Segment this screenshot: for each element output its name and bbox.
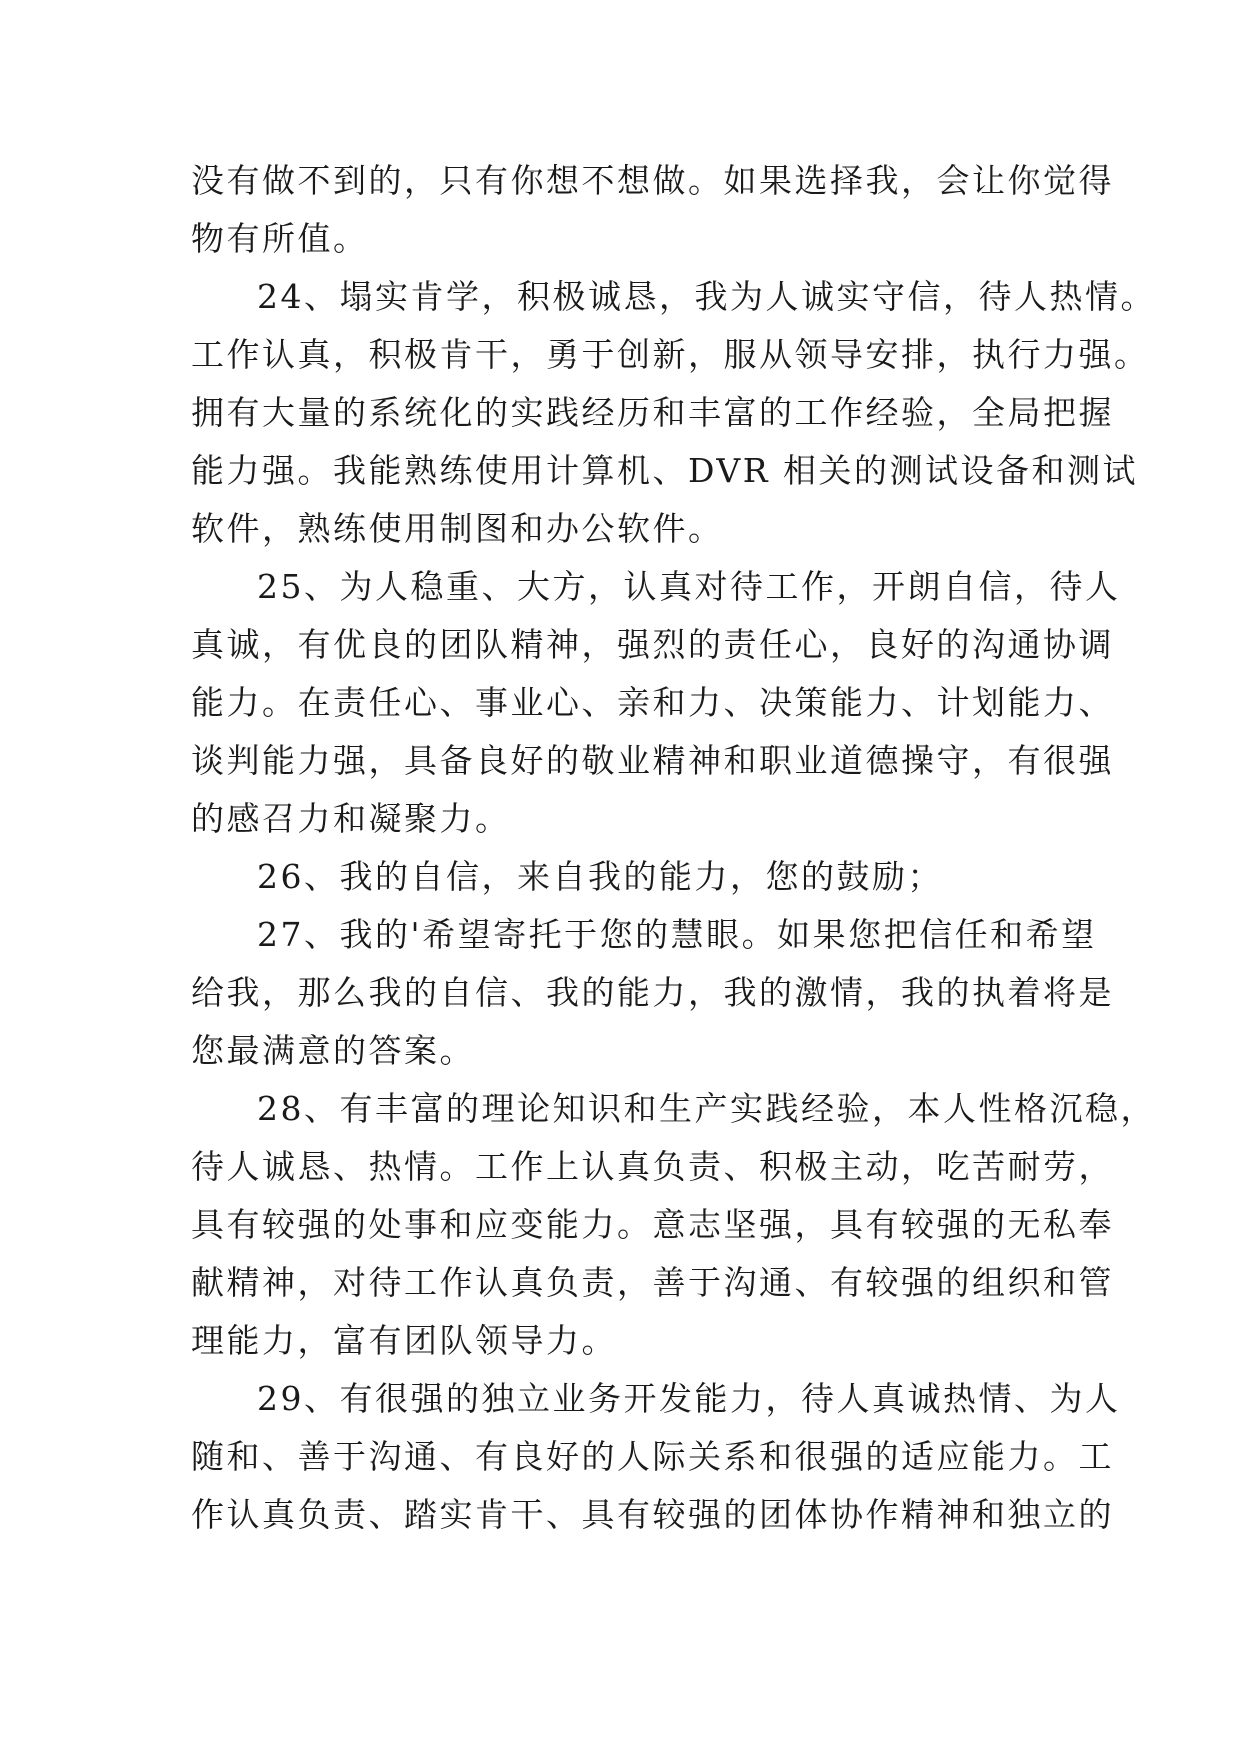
text-line: 献精神，对待工作认真负责，善于沟通、有较强的组织和管: [191, 1263, 1114, 1302]
paragraph-25: [191, 558, 1121, 848]
text-line: 26、我的自信，来自我的能力，您的鼓励；: [257, 857, 943, 896]
text-line: 软件，熟练使用制图和办公软件。: [191, 509, 724, 548]
text-line: 理能力，富有团队领导力。: [191, 1321, 617, 1360]
text-line: 物有所值。: [191, 219, 369, 258]
text-line: 拥有大量的系统化的实践经历和丰富的工作经验，全局把握: [191, 393, 1114, 432]
text-line: 作认真负责、踏实肯干、具有较强的团体协作精神和独立的: [191, 1495, 1114, 1534]
text-line: 真诚，有优良的团队精神，强烈的责任心，良好的沟通协调: [191, 625, 1114, 664]
text-line: 的感召力和凝聚力。: [191, 799, 511, 838]
paragraph-28: [191, 1080, 1156, 1370]
text-line: 给我，那么我的自信、我的能力，我的激情，我的执着将是: [191, 973, 1114, 1012]
text-line: 27、我的'希望寄托于您的慧眼。如果您把信任和希望: [257, 915, 1097, 954]
text-line: 没有做不到的，只有你想不想做。如果选择我，会让你觉得: [191, 161, 1114, 200]
paragraph-27: [191, 906, 1114, 1080]
text-line: 随和、善于沟通、有良好的人际关系和很强的适应能力。工: [191, 1437, 1114, 1476]
paragraph-24: [191, 268, 1156, 558]
text-line: 具有较强的处事和应变能力。意志坚强，具有较强的无私奉: [191, 1205, 1114, 1244]
text-line: 待人诚恳、热情。工作上认真负责、积极主动，吃苦耐劳，: [191, 1147, 1114, 1186]
text-line: 能力。在责任心、事业心、亲和力、决策能力、计划能力、: [191, 683, 1114, 722]
text-line: 谈判能力强，具备良好的敬业精神和职业道德操守，有很强: [191, 741, 1114, 780]
document-body: [191, 152, 1156, 1544]
paragraph-continuation: [191, 152, 1114, 268]
text-line: 您最满意的答案。: [191, 1031, 475, 1070]
text-line: 29、有很强的独立业务开发能力，待人真诚热情、为人: [257, 1379, 1121, 1418]
text-line: 工作认真，积极肯干，勇于创新，服从领导安排，执行力强。: [191, 335, 1150, 374]
text-line: 28、有丰富的理论知识和生产实践经验，本人性格沉稳，: [257, 1089, 1156, 1128]
paragraph-26: [191, 848, 1051, 906]
text-line: 24、塌实肯学，积极诚恳，我为人诚实守信，待人热情。: [257, 277, 1156, 316]
text-line: 能力强。我能熟练使用计算机、DVR 相关的测试设备和测试: [191, 451, 1139, 490]
text-line: 25、为人稳重、大方，认真对待工作，开朗自信，待人: [257, 567, 1121, 606]
paragraph-29: [191, 1370, 1121, 1544]
